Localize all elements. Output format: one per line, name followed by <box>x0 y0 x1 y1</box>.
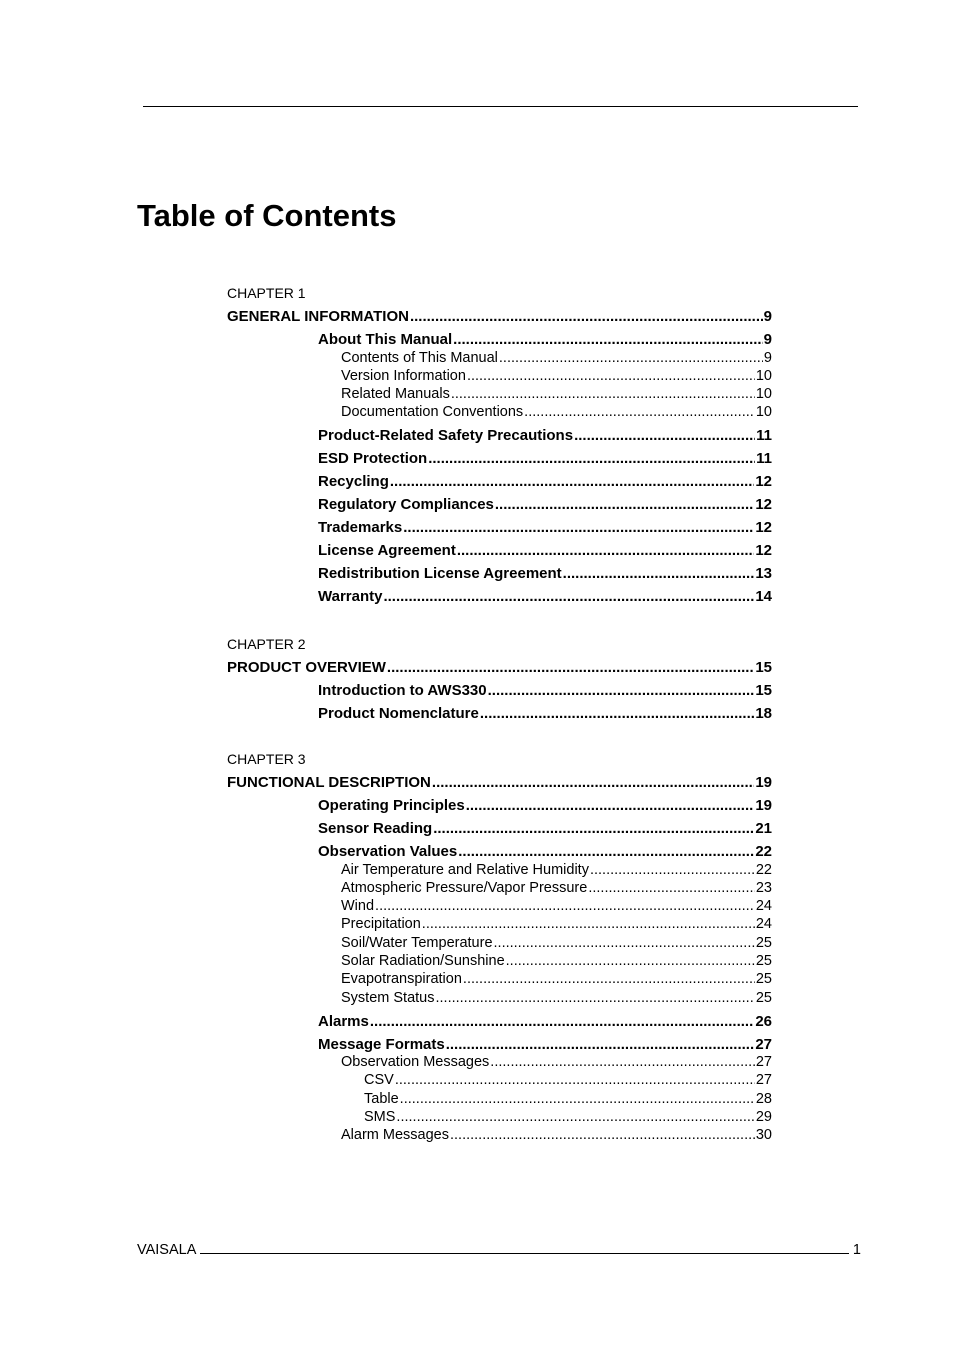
dot-leader <box>463 971 755 987</box>
page-footer <box>137 1240 861 1258</box>
dot-leader <box>396 1109 754 1125</box>
dot-leader <box>410 308 763 325</box>
toc-subsection-entry[interactable] <box>341 953 772 969</box>
toc-page-number: 22 <box>755 861 772 878</box>
toc-entry-title: Observation Messages <box>341 1054 490 1071</box>
toc-subsection-entry[interactable] <box>341 368 772 384</box>
toc-page-number: 15 <box>755 659 772 676</box>
toc-section-entry[interactable] <box>318 542 772 559</box>
toc-page-number: 19 <box>755 774 772 791</box>
toc-subsection-entry[interactable] <box>341 386 772 402</box>
dot-leader <box>403 519 754 536</box>
dot-leader <box>488 682 755 699</box>
toc-section-entry[interactable] <box>318 588 772 605</box>
dot-leader <box>395 1072 755 1088</box>
dot-leader <box>588 880 755 896</box>
toc-section-entry[interactable] <box>318 705 772 722</box>
toc-page-number: 24 <box>755 898 772 915</box>
toc-subsection-entry[interactable] <box>341 404 772 420</box>
toc-page-number: 25 <box>755 934 772 951</box>
toc-section-entry[interactable] <box>318 473 772 490</box>
dot-leader <box>400 1091 755 1107</box>
toc-page-number: 25 <box>755 971 772 988</box>
toc-page-number: 12 <box>755 542 772 560</box>
toc-section-entry[interactable] <box>318 1013 772 1030</box>
dot-leader <box>499 350 763 366</box>
toc-page-number: 27 <box>755 1035 772 1053</box>
toc-entry-title: Warranty <box>318 588 383 606</box>
toc-page-number: 12 <box>755 473 772 491</box>
toc-entry-title: FUNCTIONAL DESCRIPTION <box>227 774 431 791</box>
dot-leader <box>375 898 755 914</box>
chapter-label: CHAPTER 1 <box>227 285 306 301</box>
toc-entry-title: Product Nomenclature <box>318 705 479 722</box>
toc-entry-title: Operating Principles <box>318 797 465 814</box>
toc-page-number: 9 <box>763 331 772 348</box>
toc-entry-title: PRODUCT OVERVIEW <box>227 659 386 676</box>
dot-leader <box>494 935 755 951</box>
toc-entry-title: Observation Values <box>318 843 458 860</box>
toc-page-number: 23 <box>755 879 772 896</box>
toc-subsection-entry[interactable] <box>341 880 772 896</box>
chapter-heading[interactable] <box>227 308 772 325</box>
toc-entry-title: System Status <box>341 989 435 1006</box>
toc-entry-title: About This Manual <box>318 331 453 348</box>
dot-leader <box>422 916 755 932</box>
toc-entry-title: Recycling <box>318 473 389 491</box>
chapter-heading[interactable] <box>227 659 772 676</box>
toc-page-number: 14 <box>755 588 772 606</box>
toc-section-entry[interactable] <box>318 843 772 860</box>
toc-subsection-entry[interactable] <box>341 1127 772 1143</box>
toc-subsubsection-entry[interactable] <box>364 1109 772 1125</box>
toc-entry-title: Redistribution License Agreement <box>318 565 562 583</box>
toc-page-number: 28 <box>755 1090 772 1107</box>
dot-leader <box>506 953 755 969</box>
dot-leader <box>480 705 754 722</box>
toc-page-number: 25 <box>755 989 772 1006</box>
dot-leader <box>524 404 755 420</box>
chapter-label: CHAPTER 3 <box>227 751 306 767</box>
dot-leader <box>458 843 754 860</box>
toc-entry-title: Atmospheric Pressure/Vapor Pressure <box>341 879 588 896</box>
toc-subsection-entry[interactable] <box>341 971 772 987</box>
toc-entry-title: Documentation Conventions <box>341 404 524 421</box>
toc-entry-title: Trademarks <box>318 519 403 537</box>
toc-page-number: 25 <box>755 953 772 969</box>
toc-page-number: 30 <box>755 1127 772 1144</box>
dot-leader <box>433 820 754 837</box>
toc-page-number: 22 <box>755 843 772 860</box>
toc-section-entry[interactable] <box>318 450 772 467</box>
toc-entry-title: SMS <box>364 1109 396 1125</box>
toc-entry-title: Introduction to AWS330 <box>318 682 487 699</box>
toc-subsection-entry[interactable] <box>341 990 772 1006</box>
dot-leader <box>387 659 754 676</box>
toc-entry-title: Alarm Messages <box>341 1127 449 1144</box>
toc-page-number: 10 <box>755 386 772 403</box>
toc-page-number: 27 <box>755 1054 772 1071</box>
toc-page-number: 11 <box>756 450 772 468</box>
toc-subsection-entry[interactable] <box>341 898 772 914</box>
toc-entry-title: Product-Related Safety Precautions <box>318 427 574 445</box>
dot-leader <box>490 1054 755 1070</box>
toc-entry-title: Related Manuals <box>341 386 450 403</box>
toc-subsection-entry[interactable] <box>341 862 772 878</box>
toc-subsubsection-entry[interactable] <box>364 1072 772 1088</box>
toc-entry-title: Version Information <box>341 367 466 384</box>
toc-entry-title: ESD Protection <box>318 450 428 468</box>
dot-leader <box>370 1013 754 1030</box>
dot-leader <box>432 774 754 791</box>
toc-section-entry[interactable] <box>318 565 772 582</box>
toc-page-number: 18 <box>755 705 772 722</box>
dot-leader <box>495 496 754 513</box>
chapter-heading[interactable] <box>227 774 772 791</box>
toc-subsection-entry[interactable] <box>341 1054 772 1070</box>
footer-page-number: 1 <box>852 1242 861 1258</box>
toc-page-number: 29 <box>755 1109 772 1125</box>
dot-leader <box>590 862 755 878</box>
toc-page-number: 27 <box>755 1072 772 1089</box>
toc-entry-title: Alarms <box>318 1012 369 1030</box>
toc-page-number: 12 <box>755 496 772 514</box>
toc-page-number: 10 <box>755 404 772 421</box>
toc-entry-title: Table <box>364 1090 399 1107</box>
toc-subsection-entry[interactable] <box>341 935 772 951</box>
toc-entry-title: Wind <box>341 898 375 915</box>
toc-entry-title: Message Formats <box>318 1035 445 1053</box>
toc-entry-title: CSV <box>364 1072 394 1089</box>
toc-subsection-entry[interactable] <box>341 916 772 932</box>
toc-subsection-entry[interactable] <box>341 350 772 366</box>
dot-leader <box>467 368 755 384</box>
dot-leader <box>446 1036 755 1053</box>
dot-leader <box>383 588 754 605</box>
toc-page-number: 11 <box>756 427 772 445</box>
toc-entry-title: GENERAL INFORMATION <box>227 308 409 325</box>
toc-page-number: 21 <box>755 820 772 837</box>
toc-entry-title: Evapotranspiration <box>341 971 462 988</box>
toc-entry-title: Solar Radiation/Sunshine <box>341 953 505 969</box>
toc-page-number: 9 <box>763 349 772 366</box>
toc-entry-title: Sensor Reading <box>318 820 433 837</box>
toc-section-entry[interactable] <box>318 1036 772 1053</box>
toc-section-entry[interactable] <box>318 519 772 536</box>
toc-section-entry[interactable] <box>318 682 772 699</box>
dot-leader <box>435 990 754 1006</box>
dot-leader <box>563 565 755 582</box>
toc-entry-title: Soil/Water Temperature <box>341 934 493 951</box>
toc-entry-title: Precipitation <box>341 916 421 933</box>
toc-section-entry[interactable] <box>318 496 772 513</box>
toc-page-number: 26 <box>755 1012 772 1030</box>
toc-section-entry[interactable] <box>318 427 772 444</box>
page-title: Table of Contents <box>137 198 397 233</box>
toc-page-number: 19 <box>755 797 772 814</box>
toc-section-entry[interactable] <box>318 820 772 837</box>
toc-page-number: 15 <box>755 682 772 699</box>
chapter-label: CHAPTER 2 <box>227 636 306 652</box>
footer-rule <box>200 1240 849 1254</box>
toc-page-number: 24 <box>755 916 772 933</box>
toc-section-entry[interactable] <box>318 797 772 814</box>
footer-company: VAISALA <box>137 1242 197 1258</box>
dot-leader <box>451 386 755 402</box>
dot-leader <box>574 427 755 444</box>
toc-entry-title: License Agreement <box>318 542 456 560</box>
toc-subsubsection-entry[interactable] <box>364 1091 772 1107</box>
toc-page-number: 12 <box>755 519 772 537</box>
dot-leader <box>453 331 762 348</box>
toc-entry-title: Air Temperature and Relative Humidity <box>341 861 589 878</box>
toc-page-number: 10 <box>755 367 772 384</box>
toc-entry-title: Regulatory Compliances <box>318 496 494 514</box>
dot-leader <box>428 450 755 467</box>
dot-leader <box>466 797 755 814</box>
dot-leader <box>390 473 754 490</box>
toc-section-entry[interactable] <box>318 331 772 348</box>
dot-leader <box>450 1127 755 1143</box>
toc-page-number: 9 <box>763 308 772 325</box>
toc-entry-title: Contents of This Manual <box>341 349 498 366</box>
toc-page-number: 13 <box>755 565 772 583</box>
dot-leader <box>457 542 754 559</box>
